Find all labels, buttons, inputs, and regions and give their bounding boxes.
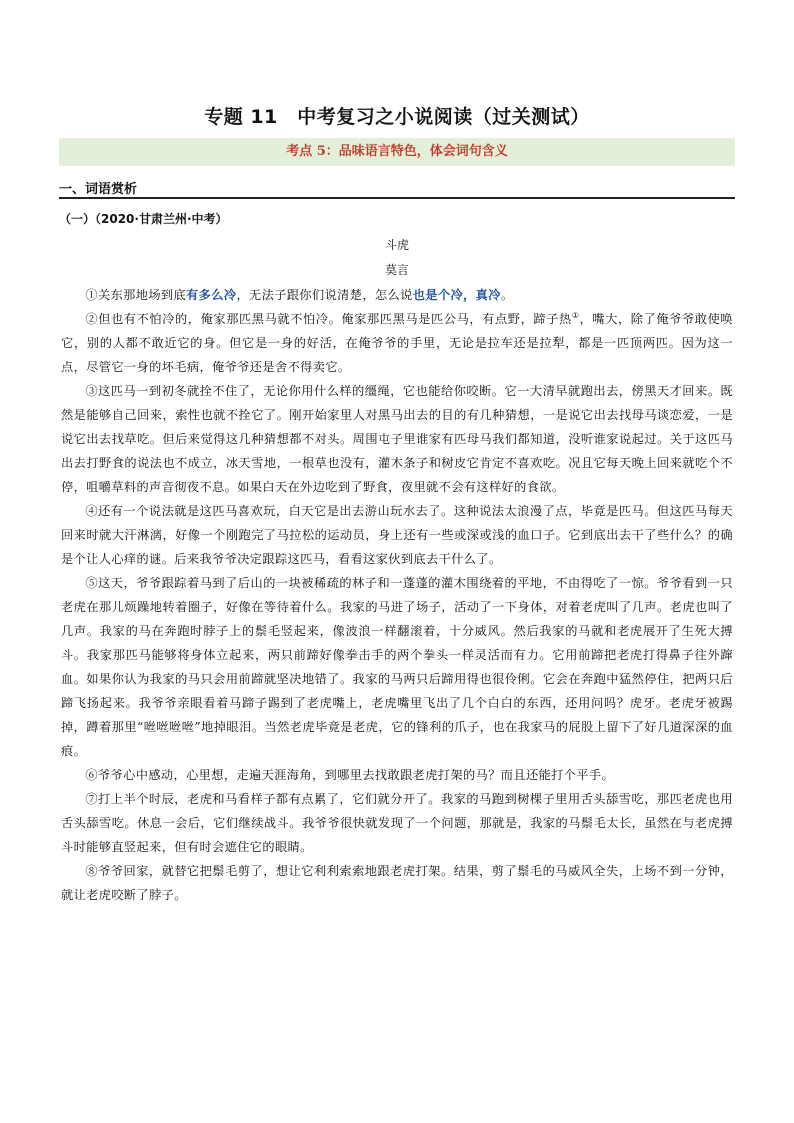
paragraph-2 <box>61 307 733 379</box>
footnote-marker: ① <box>571 310 580 320</box>
paragraph-6: ⑥爷爷心中感动，心里想，走遍天涯海角，到哪里去找敢跟老虎打架的马？而且还能打个平手。 <box>85 768 615 782</box>
story-body <box>61 283 733 907</box>
question-source-heading: （一）（2020·甘肃兰州·中考） <box>59 212 228 226</box>
paragraph-3: ③这匹马一到初冬就拴不住了，无论你用什么样的缰绳，它也能给你咬断。它一大清早就跑出去，傍黑天才回来。既然是能够自己回来，索性也就不拴它了。刚开始家里人对黑马出去的目的有几种猜想，一是说它出去找母马谈恋爱，一是说它出去找草吃。但后来觉得这几种猜想都不对头。周围屯子里谁家有匹母马我们都知道，没听谁家说起过。关于这匹马出去打野食的说法也不成立，冰天雪地，一根草也没有，灌木条子和树皮它肯定不喜欢吃。况且它每天晚上回来就吃个不停，咀嚼草料的声音彻夜不息。如果白天在外边吃到了野食，夜里就不会有这样好的食欲。 <box>61 384 733 494</box>
topic-banner: 考点 5：品味语言特色，体会词句含义 <box>59 138 735 166</box>
paragraph-8: ⑧爷爷回家，就替它把鬃毛剪了，想让它利利索索地跟老虎打架。结果，剪了鬃毛的马威风全失，上场不到一分钟，就让老虎咬断了脖子。 <box>61 864 733 902</box>
story-author: 莫言 <box>384 263 409 277</box>
section-divider <box>59 197 735 199</box>
highlighted-phrase: 有多么冷 <box>186 288 237 302</box>
page-title: 专题 11 中考复习之小说阅读（过关测试） <box>204 106 590 128</box>
section-heading: 一、词语赏析 <box>59 182 138 197</box>
story-title: 斗虎 <box>384 238 409 252</box>
highlighted-phrase: 也是个冷，真冷 <box>412 288 501 302</box>
paragraph-4: ④还有一个说法就是这匹马喜欢玩，白天它是出去游山玩水去了。这种说法太浪漫了点，毕竟是匹马。但这匹马每天回来时就大汗淋漓，好像一个刚跑完了马拉松的运动员，身上还有一些或深或浅的血口子。它到底出去干了些什么？的确是个让人心痒的谜。后来我爷爷决定跟踪这匹马，看看这家伙到底去干什么了。 <box>61 504 733 566</box>
paragraph-1-text: ，无法子跟你们说清楚，怎么说 <box>236 288 413 302</box>
paragraph-2-text: ②但也有不怕冷的，俺家那匹黑马就不怕冷。俺家那匹黑马是匹公马，有点野，蹄子热 <box>85 312 572 326</box>
paragraph-1-text: ①关东那地场到底 <box>85 288 187 302</box>
paragraph-5: ⑤这天，爷爷跟踪着马到了后山的一块被稀疏的林子和一蓬蓬的灌木围绕着的平地，不由得吃了一惊。爷爷看到一只老虎在那儿烦躁地转着圈子，好像在等待着什么。我家的马进了场子，活动了一下身体，对着老虎叫了几声。老虎也叫了几声。我家的马在奔跑时脖子上的鬃毛竖起来，像波浪一样翻滚着，十分威风。然后我家的马就和老虎展开了生死大搏斗。我家那匹马能够将身体立起来，两只前蹄好像拳击手的两个拳头一样灵活而有力。它用前蹄把老虎打得鼻子往外蹿血。如果你认为我家的马只会用前蹄就坚决地错了。我家的马两只后蹄用得也很伶俐。它会在奔跑中猛然停住，把两只后蹄飞扬起来。我爷爷亲眼看着马蹄子踢到了老虎嘴上，老虎嘴里飞出了几个白白的东西，还用问吗？虎牙。老虎牙被踢掉，蹲着那里“咝咝咝咝”地掉眼泪。当然老虎毕竟是老虎，它的锋利的爪子，也在我家马的屁股上留下了好几道深深的血痕。 <box>61 576 733 758</box>
paragraph-1 <box>61 283 733 307</box>
paragraph-7: ⑦打上半个时辰，老虎和马看样子都有点累了，它们就分开了。我家的马跑到树棵子里用舌头舔雪吃，那匹老虎也用舌头舔雪吃。休息一会后，它们继续战斗。我爷爷很快就发现了一个问题，那就是，我家的马鬃毛太长，虽然在与老虎搏斗时能够直竖起来，但有时会遮住它的眼睛。 <box>61 792 733 854</box>
paragraph-2-text: ，嘴大，除了俺爷爷敢使唤它，别的人都不敢近它的身。但它是一身的好活，在俺爷爷的手里，无论是拉车还是拉犁，都是一匹顶两匹。因为这一点，尽管它一身的坏毛病，俺爷爷还是舍不得卖它。 <box>61 312 734 374</box>
paragraph-1-text: 。 <box>500 288 514 302</box>
